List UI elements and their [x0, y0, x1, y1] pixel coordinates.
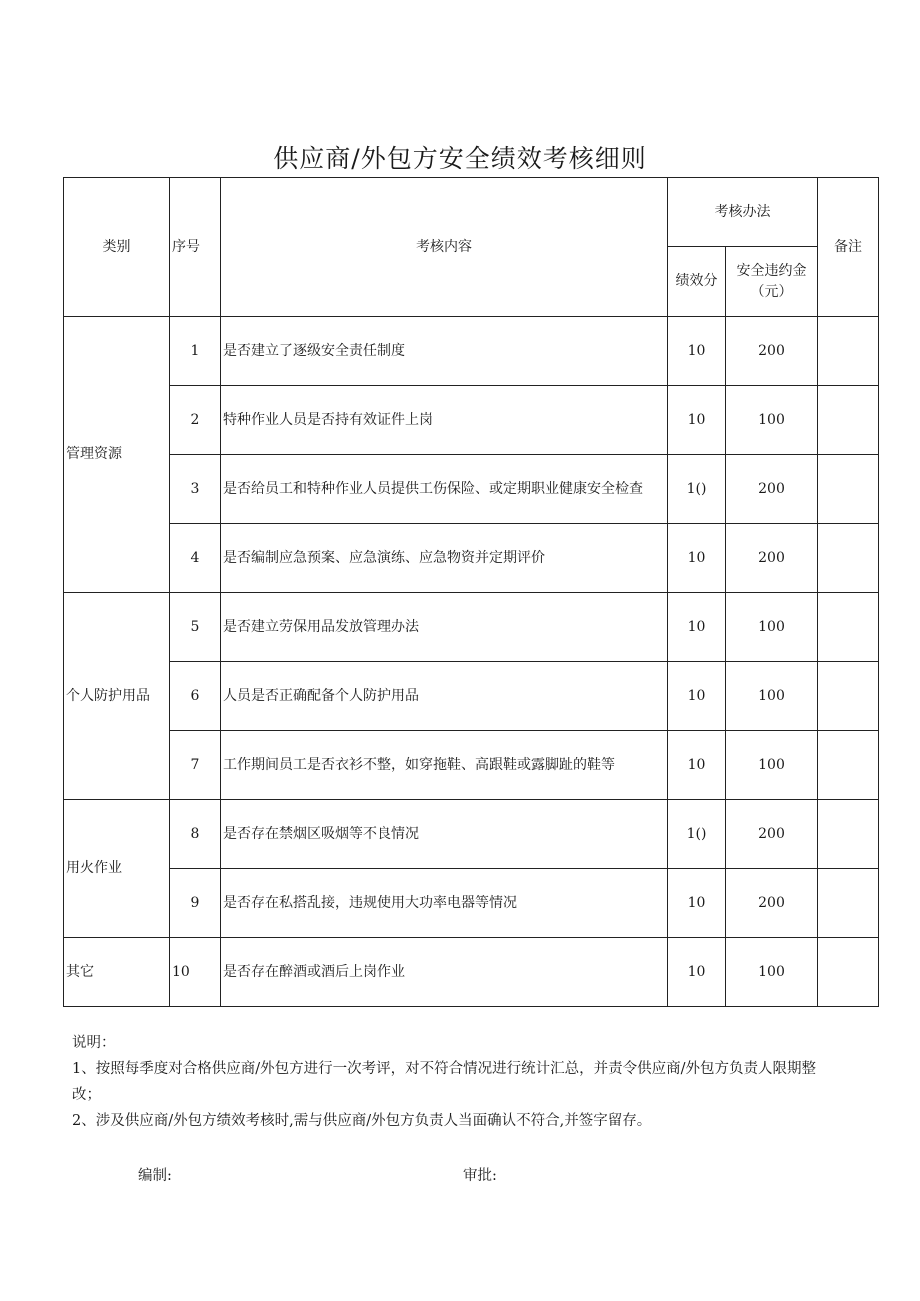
- content-cell: 是否建立劳保用品发放管理办法: [221, 593, 668, 662]
- score-cell: 10: [668, 731, 726, 800]
- score-cell: 10: [668, 662, 726, 731]
- score-cell: 10: [668, 938, 726, 1007]
- table-row: [64, 869, 879, 938]
- page-title: 供应商/外包方安全绩效考核细则: [273, 144, 647, 173]
- penalty-cell: 200: [726, 455, 818, 524]
- score-cell: 1(): [668, 455, 726, 524]
- row-number-cell: 7: [170, 731, 221, 800]
- header-penalty-label: 安全违约金（元）: [736, 262, 807, 300]
- content-cell: 是否编制应急预案、应急演练、应急物资并定期评价: [221, 524, 668, 593]
- remark-cell: [818, 731, 879, 800]
- category-cell: 用火作业: [64, 800, 170, 938]
- header-method: 考核办法: [668, 178, 818, 247]
- penalty-cell: 100: [726, 593, 818, 662]
- content-cell: 工作期间员工是否衣衫不整，如穿拖鞋、高跟鞋或露脚趾的鞋等: [221, 731, 668, 800]
- row-number-cell: 1: [170, 317, 221, 386]
- content-cell: 特种作业人员是否持有效证件上岗: [221, 386, 668, 455]
- remark-cell: [818, 524, 879, 593]
- category-cell: 个人防护用品: [64, 593, 170, 800]
- notes-section: [72, 1030, 882, 1134]
- row-number-cell: 10: [170, 938, 221, 1007]
- content-cell: 是否存在禁烟区吸烟等不良情况: [221, 800, 668, 869]
- remark-cell: [818, 938, 879, 1007]
- score-cell: 10: [668, 317, 726, 386]
- row-number-cell: 3: [170, 455, 221, 524]
- prepared-by-label: 编制:: [138, 1168, 172, 1184]
- table-row: [64, 524, 879, 593]
- approved-by-label: 审批:: [463, 1168, 497, 1184]
- remark-cell: [818, 317, 879, 386]
- assessment-table: [63, 177, 879, 1007]
- row-number-cell: 8: [170, 800, 221, 869]
- content-cell: 人员是否正确配备个人防护用品: [221, 662, 668, 731]
- notes-item-1-cont: 改；: [72, 1087, 101, 1103]
- score-cell: 1(): [668, 800, 726, 869]
- remark-cell: [818, 800, 879, 869]
- category-cell: 管理资源: [64, 317, 170, 593]
- header-no: 序号: [170, 178, 221, 317]
- penalty-cell: 100: [726, 938, 818, 1007]
- content-cell: 是否建立了逐级安全责任制度: [221, 317, 668, 386]
- remark-cell: [818, 386, 879, 455]
- content-cell: 是否存在醉酒或酒后上岗作业: [221, 938, 668, 1007]
- score-cell: 10: [668, 593, 726, 662]
- penalty-cell: 200: [726, 524, 818, 593]
- penalty-cell: 200: [726, 869, 818, 938]
- remark-cell: [818, 662, 879, 731]
- header-penalty: [726, 247, 818, 317]
- remark-cell: [818, 455, 879, 524]
- table-row: [64, 938, 879, 1007]
- table-row: [64, 731, 879, 800]
- penalty-cell: 200: [726, 317, 818, 386]
- row-number-cell: 6: [170, 662, 221, 731]
- table-row: [64, 317, 879, 386]
- header-category: 类别: [64, 178, 170, 317]
- penalty-cell: 100: [726, 662, 818, 731]
- header-remark: 备注: [818, 178, 879, 317]
- table-row: [64, 593, 879, 662]
- content-cell: 是否存在私搭乱接，违规使用大功率电器等情况: [221, 869, 668, 938]
- header-row: [64, 178, 879, 247]
- row-number-cell: 2: [170, 386, 221, 455]
- score-cell: 10: [668, 524, 726, 593]
- penalty-cell: 100: [726, 731, 818, 800]
- table-row: [64, 800, 879, 869]
- notes-item-2: 2、涉及供应商/外包方绩效考核时,需与供应商/外包方负责人当面确认不符合,并签字留存。: [72, 1113, 652, 1129]
- content-cell: 是否给员工和特种作业人员提供工伤保险、或定期职业健康安全检查: [221, 455, 668, 524]
- header-score: 绩效分: [668, 247, 726, 317]
- penalty-cell: 100: [726, 386, 818, 455]
- row-number-cell: 4: [170, 524, 221, 593]
- remark-cell: [818, 593, 879, 662]
- score-cell: 10: [668, 386, 726, 455]
- table-row: [64, 386, 879, 455]
- row-number-cell: 5: [170, 593, 221, 662]
- category-cell: 其它: [64, 938, 170, 1007]
- penalty-cell: 200: [726, 800, 818, 869]
- table-row: [64, 455, 879, 524]
- notes-item-1: 1、按照每季度对合格供应商/外包方进行一次考评，对不符合情况进行统计汇总，并责令供应商/外包方负责人限期整: [72, 1061, 816, 1077]
- header-content: 考核内容: [221, 178, 668, 317]
- score-cell: 10: [668, 869, 726, 938]
- remark-cell: [818, 869, 879, 938]
- row-number-cell: 9: [170, 869, 221, 938]
- table-row: [64, 662, 879, 731]
- notes-heading: 说明：: [72, 1035, 116, 1051]
